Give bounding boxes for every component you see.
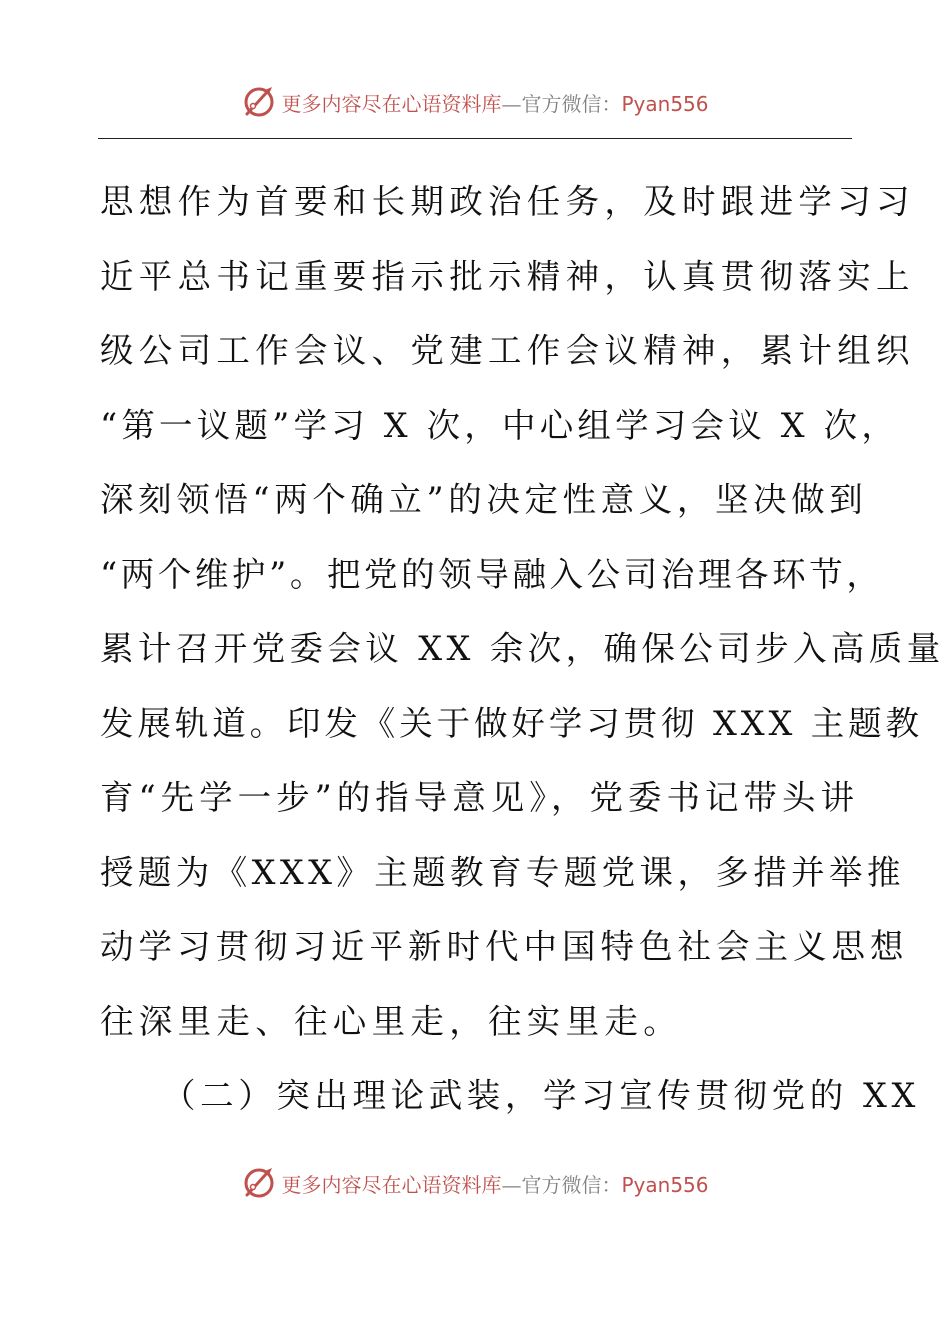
section-heading-line: （二）突出理论武装，学习宣传贯彻党的 XX bbox=[162, 1076, 920, 1115]
text-line: 动学习贯彻习近平新时代中国特色社会主义思想 bbox=[100, 927, 909, 966]
header-watermark bbox=[0, 82, 950, 122]
text-line: 育“先学一步”的指导意见》，党委书记带头讲 bbox=[100, 778, 860, 817]
header-divider bbox=[98, 138, 852, 139]
text-line: “第一议题”学习 X 次，中心组学习会议 X 次， bbox=[100, 405, 900, 445]
document-body bbox=[100, 165, 945, 1134]
text-line: 累计召开党委会议 XX 余次，确保公司步入高质量 bbox=[100, 629, 945, 668]
pen-circle-logo-icon bbox=[241, 84, 277, 120]
text-line: 发展轨道。印发《关于做好学习贯彻 XXX 主题教 bbox=[100, 703, 923, 743]
footer-watermark bbox=[0, 1163, 950, 1203]
pen-circle-logo-icon bbox=[241, 1165, 277, 1201]
text-line: 授题为《XXX》主题教育专题党课，多措并举推 bbox=[100, 852, 905, 892]
text-line: 深刻领悟“两个确立”的决定性意义，坚决做到 bbox=[100, 480, 868, 519]
text-line: “两个维护”。把党的领导融入公司治理各环节， bbox=[100, 554, 884, 594]
watermark-text: 更多内容尽在心语资料库—官方微信：Pyan556 bbox=[281, 91, 709, 116]
text-line: 近平总书记重要指示批示精神，认真贯彻落实上 bbox=[100, 256, 915, 296]
text-line: 思想作为首要和长期政治任务，及时跟进学习习 bbox=[100, 182, 915, 221]
text-line: 往深里走、往心里走，往实里走。 bbox=[100, 1001, 682, 1041]
watermark-text: 更多内容尽在心语资料库—官方微信：Pyan556 bbox=[281, 1172, 709, 1197]
text-line: 级公司工作会议、党建工作会议精神，累计组织 bbox=[100, 331, 915, 370]
